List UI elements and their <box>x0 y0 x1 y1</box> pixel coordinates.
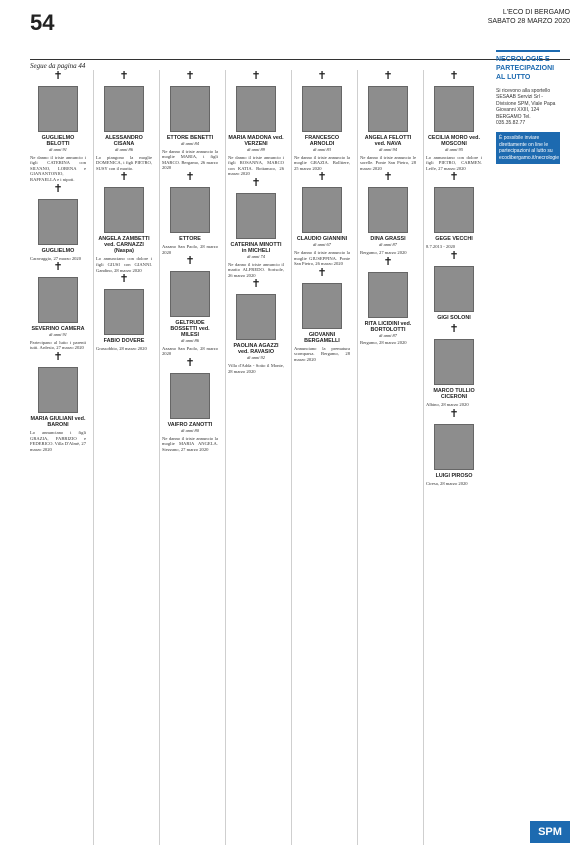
continued-from: Segue da pagina 44 <box>30 62 86 70</box>
cross-icon: ✝ <box>449 248 459 262</box>
portrait-photo <box>302 187 342 233</box>
portrait-photo <box>170 187 210 233</box>
cross-icon: ✝ <box>53 181 63 195</box>
deceased-name: PAOLINA AGAZZI ved. RAVASIO <box>233 343 279 356</box>
age-line: di anni 74 <box>247 253 265 259</box>
notice-text: Caravaggio, 27 marzo 2020 <box>30 255 82 261</box>
notice-text: Lo piangono la moglie DOMENICA, i figli PIETRO, SUSY con il marito. <box>96 154 152 171</box>
cross-icon: ✝ <box>251 175 261 189</box>
age-line: di anni 95 <box>445 147 463 152</box>
deceased-name: MARCO TULLIO CICERONI <box>433 387 475 400</box>
deceased-name: GEGE VECCHI <box>435 236 473 243</box>
column-divider <box>93 70 94 845</box>
cross-icon: ✝ <box>53 260 63 274</box>
obituary-notice <box>30 351 86 452</box>
cross-icon: ✝ <box>53 349 63 363</box>
obituary-notice <box>426 250 482 321</box>
portrait-photo <box>236 193 276 239</box>
deceased-name: ETTORE BENETTI <box>166 135 214 141</box>
column-divider <box>159 70 160 845</box>
newspaper-name: L'ECO DI BERGAMO <box>502 9 570 16</box>
deceased-name: ANGELA ZAMBETTI ved. CARNAZZI (Naspa) <box>98 236 150 255</box>
portrait-photo <box>434 424 474 470</box>
age-line: di anni 87 <box>379 242 397 248</box>
notice-text: Lo annunciano con dolore i figli PIETRO, CARMEN. Leffe, 27 marzo 2020 <box>426 154 482 171</box>
age-line: di anni 86 <box>115 147 133 152</box>
portrait-photo <box>236 86 276 132</box>
notice-text: Bergamo, 27 marzo 2020 <box>360 249 407 255</box>
obituary-notice <box>360 171 416 255</box>
notice-text: Azzano San Paolo, 28 marzo 2020 <box>162 243 218 255</box>
obituary-notice <box>426 323 482 408</box>
portrait-photo <box>302 283 342 329</box>
deceased-name: GIOVANNI BERGAMELLI <box>304 331 340 344</box>
obituary-notice <box>228 70 284 177</box>
cross-icon: ✝ <box>251 69 261 82</box>
obituary-notice <box>360 256 416 346</box>
age-line: di anni 80 <box>181 427 199 433</box>
age-line: di anni 67 <box>313 242 331 248</box>
portrait-photo <box>434 187 474 233</box>
notice-text: Ne danno il triste annuncio il marito ALFREDO. Sorisole, 26 marzo 2020 <box>228 261 284 278</box>
issue-date: SABATO 28 MARZO 2020 <box>487 18 570 25</box>
cross-icon: ✝ <box>317 170 327 184</box>
cross-icon: ✝ <box>185 169 195 183</box>
cross-icon: ✝ <box>449 321 459 335</box>
obituary-notice <box>30 183 86 262</box>
portrait-photo <box>104 289 144 335</box>
portrait-photo <box>38 277 78 323</box>
header-rule <box>30 59 570 60</box>
cross-icon: ✝ <box>119 272 129 286</box>
obituary-notice <box>360 70 416 171</box>
spm-logo: SPM <box>530 821 570 843</box>
age-line: di anni 83 <box>313 147 331 152</box>
notice-text: Lo annunciano con dolore i figli GIUSI con GIANNI. Gandino, 28 marzo 2020 <box>96 256 152 273</box>
cross-icon: ✝ <box>317 265 327 279</box>
cross-icon: ✝ <box>185 254 195 268</box>
notice-text: Lo annunciano i figli GRAZIA, FABRIZIO e FEDERICO. Villa D'Almè, 27 marzo 2020 <box>30 429 86 452</box>
portrait-photo <box>170 271 210 317</box>
obituary-page <box>30 70 570 845</box>
deceased-name: ETTORE <box>179 235 201 242</box>
obituary-notice <box>96 273 152 352</box>
column-divider <box>225 70 226 845</box>
cross-icon: ✝ <box>185 355 195 369</box>
obituary-notice <box>162 171 218 255</box>
obituary-notice <box>162 357 218 452</box>
deceased-name: ANGELA FELOTTI ved. NAVA <box>364 135 412 147</box>
deceased-name: GIGI SOLONI <box>437 314 471 321</box>
deceased-name: MARIA MADONA ved. VERZENI <box>228 135 284 147</box>
column-divider <box>423 70 424 845</box>
deceased-name: VAIFRO ZANOTTI <box>167 421 213 428</box>
portrait-photo <box>38 86 78 132</box>
portrait-photo <box>170 373 210 419</box>
age-line: di anni 89 <box>247 147 265 152</box>
cross-icon: ✝ <box>449 170 459 184</box>
obituary-column <box>228 70 284 845</box>
age-line: di anni 91 <box>49 147 67 152</box>
portrait-photo <box>104 187 144 233</box>
notice-text: Albino, 28 marzo 2020 <box>426 401 469 407</box>
obituary-notice <box>96 70 152 171</box>
obituary-notice <box>162 255 218 357</box>
cross-icon: ✝ <box>53 69 63 82</box>
deceased-name: SEVERINO CAMERA <box>31 326 85 333</box>
notice-text: Annunciano la prematura scomparsa. Bergamo, 28 marzo 2020 <box>294 345 350 362</box>
portrait-photo <box>302 86 342 132</box>
deceased-name: GUGLIELMO BELOTTI <box>41 135 75 147</box>
cross-icon: ✝ <box>383 69 393 82</box>
notice-text: Partecipano al lutto i parenti tutti. Ardesio, 27 marzo 2020 <box>30 339 86 351</box>
cross-icon: ✝ <box>119 170 129 184</box>
deceased-name: CATERINA MINOTTI in MICHELI <box>230 241 282 254</box>
obituary-column <box>360 70 416 845</box>
age-line: di anni 92 <box>247 355 265 361</box>
notice-text: Ne danno il triste annuncio la moglie MARIA, i figli MARCO. Bergamo, 26 marzo 2020 <box>162 148 218 171</box>
notice-text: Ne danno il triste annuncio la moglie GIUSEPPINA. Ponte San Pietro, 26 marzo 2020 <box>294 249 350 267</box>
cross-icon: ✝ <box>317 69 327 82</box>
deceased-name: CLAUDIO GIANNINI <box>296 236 348 243</box>
portrait-photo <box>38 367 78 413</box>
cross-icon: ✝ <box>449 406 459 420</box>
online-notice[interactable]: È possibile inviare direttamente on line le partecipazioni al lutto su ecodibergamo.it/necrologie <box>496 132 560 164</box>
notice-text: 8.7.2013 - 2020 <box>426 244 456 250</box>
portrait-photo <box>368 272 408 318</box>
obituary-notice <box>294 171 350 266</box>
obituary-notice <box>294 70 350 171</box>
obituary-notice <box>228 177 284 278</box>
obituary-notice <box>294 267 350 363</box>
age-line: di anni 91 <box>49 332 67 338</box>
obituary-notice <box>30 261 86 351</box>
cross-icon: ✝ <box>449 69 459 82</box>
cross-icon: ✝ <box>119 69 129 82</box>
notice-text: Ne danno il triste annuncio i figli CATERINA con SILVANO, LORENA e GIANANTONIO, RAFFAELLA e i nipoti. <box>30 154 86 182</box>
column-divider <box>357 70 358 845</box>
newspaper-masthead <box>488 8 570 26</box>
age-line: di anni 87 <box>379 332 397 338</box>
cross-icon: ✝ <box>383 170 393 184</box>
sidebar-info: Si ricevono alla sportello SESAAB Servizi Srl - Divisione SPM, Viale Papa Giovanni XXIII, 124 BERGAMO Tel. 035.35.82.77 <box>496 88 556 127</box>
obituary-notice <box>426 408 482 487</box>
notice-text: Azzano San Paolo, 28 marzo 2020 <box>162 345 218 357</box>
notice-text: Ne danno il triste annuncio la moglie GRAZIA. Bolltiere, 25 marzo 2020 <box>294 154 350 171</box>
notice-text: Ne danno il triste annuncio i figli ROSANNA, MARCO con KATIA. Bottanuco, 26 marzo 2020 <box>228 154 284 177</box>
obituary-notice <box>162 70 218 171</box>
deceased-name: DINA GRASSI <box>370 236 406 243</box>
sidebar <box>496 50 560 164</box>
obituary-column <box>426 70 482 845</box>
deceased-name: GUGLIELMO <box>41 247 75 254</box>
notice-text: Ciresa, 28 marzo 2020 <box>426 480 468 486</box>
deceased-name: RITA LICIDINI ved. BORTOLOTTI <box>364 320 412 333</box>
obituary-notice <box>426 70 482 171</box>
deceased-name: FABIO DOVERE <box>103 338 145 345</box>
cross-icon: ✝ <box>383 254 393 268</box>
portrait-photo <box>38 199 78 245</box>
obituary-notice <box>228 278 284 374</box>
notice-text: Ne danno il triste annuncio la moglie MARIA ANGELA. Stezzano, 27 marzo 2020 <box>162 435 218 452</box>
age-line: di anni 84 <box>181 141 199 146</box>
obituary-notice <box>96 171 152 273</box>
cross-icon: ✝ <box>185 69 195 82</box>
portrait-photo <box>434 86 474 132</box>
deceased-name: GELTRUDE BOSSETTI ved. MILESI <box>170 320 210 339</box>
obituary-notice <box>426 171 482 250</box>
obituary-notice <box>30 70 86 183</box>
portrait-photo <box>170 86 210 132</box>
obituary-column <box>96 70 152 845</box>
portrait-photo <box>434 339 474 385</box>
cross-icon: ✝ <box>251 277 261 291</box>
portrait-photo <box>104 86 144 132</box>
deceased-name: FRANCESCO ARNOLDI <box>304 135 340 147</box>
portrait-photo <box>368 86 408 132</box>
notice-text: Ne danno il triste annuncio le sorelle. Ponte San Pietro, 28 marzo 2020 <box>360 154 416 171</box>
portrait-photo <box>434 266 474 312</box>
notice-text: Grassobbio, 28 marzo 2020 <box>96 346 147 352</box>
deceased-name: CECILIA MORO ved. MOSCONI <box>428 135 480 147</box>
age-line: di anni 86 <box>181 338 199 344</box>
deceased-name: MARIA GIULIANI ved. BARONI <box>30 415 86 428</box>
obituary-column <box>294 70 350 845</box>
obituary-column <box>162 70 218 845</box>
portrait-photo <box>368 187 408 233</box>
column-divider <box>291 70 292 845</box>
notice-text: Villa d'Adda - Sotto il Monte, 28 marzo 2020 <box>228 362 284 374</box>
portrait-photo <box>236 294 276 340</box>
age-line: di anni 94 <box>379 147 397 152</box>
obituary-column <box>30 70 86 845</box>
deceased-name: ALESSANDRO CISANA <box>105 135 143 147</box>
notice-text: Bergamo, 28 marzo 2020 <box>360 340 407 346</box>
sidebar-title: NECROLOGIE E PARTECIPAZIONI AL LUTTO <box>496 50 560 82</box>
deceased-name: LUIGI PIROSO <box>435 472 473 479</box>
page-number: 54 <box>30 10 55 35</box>
